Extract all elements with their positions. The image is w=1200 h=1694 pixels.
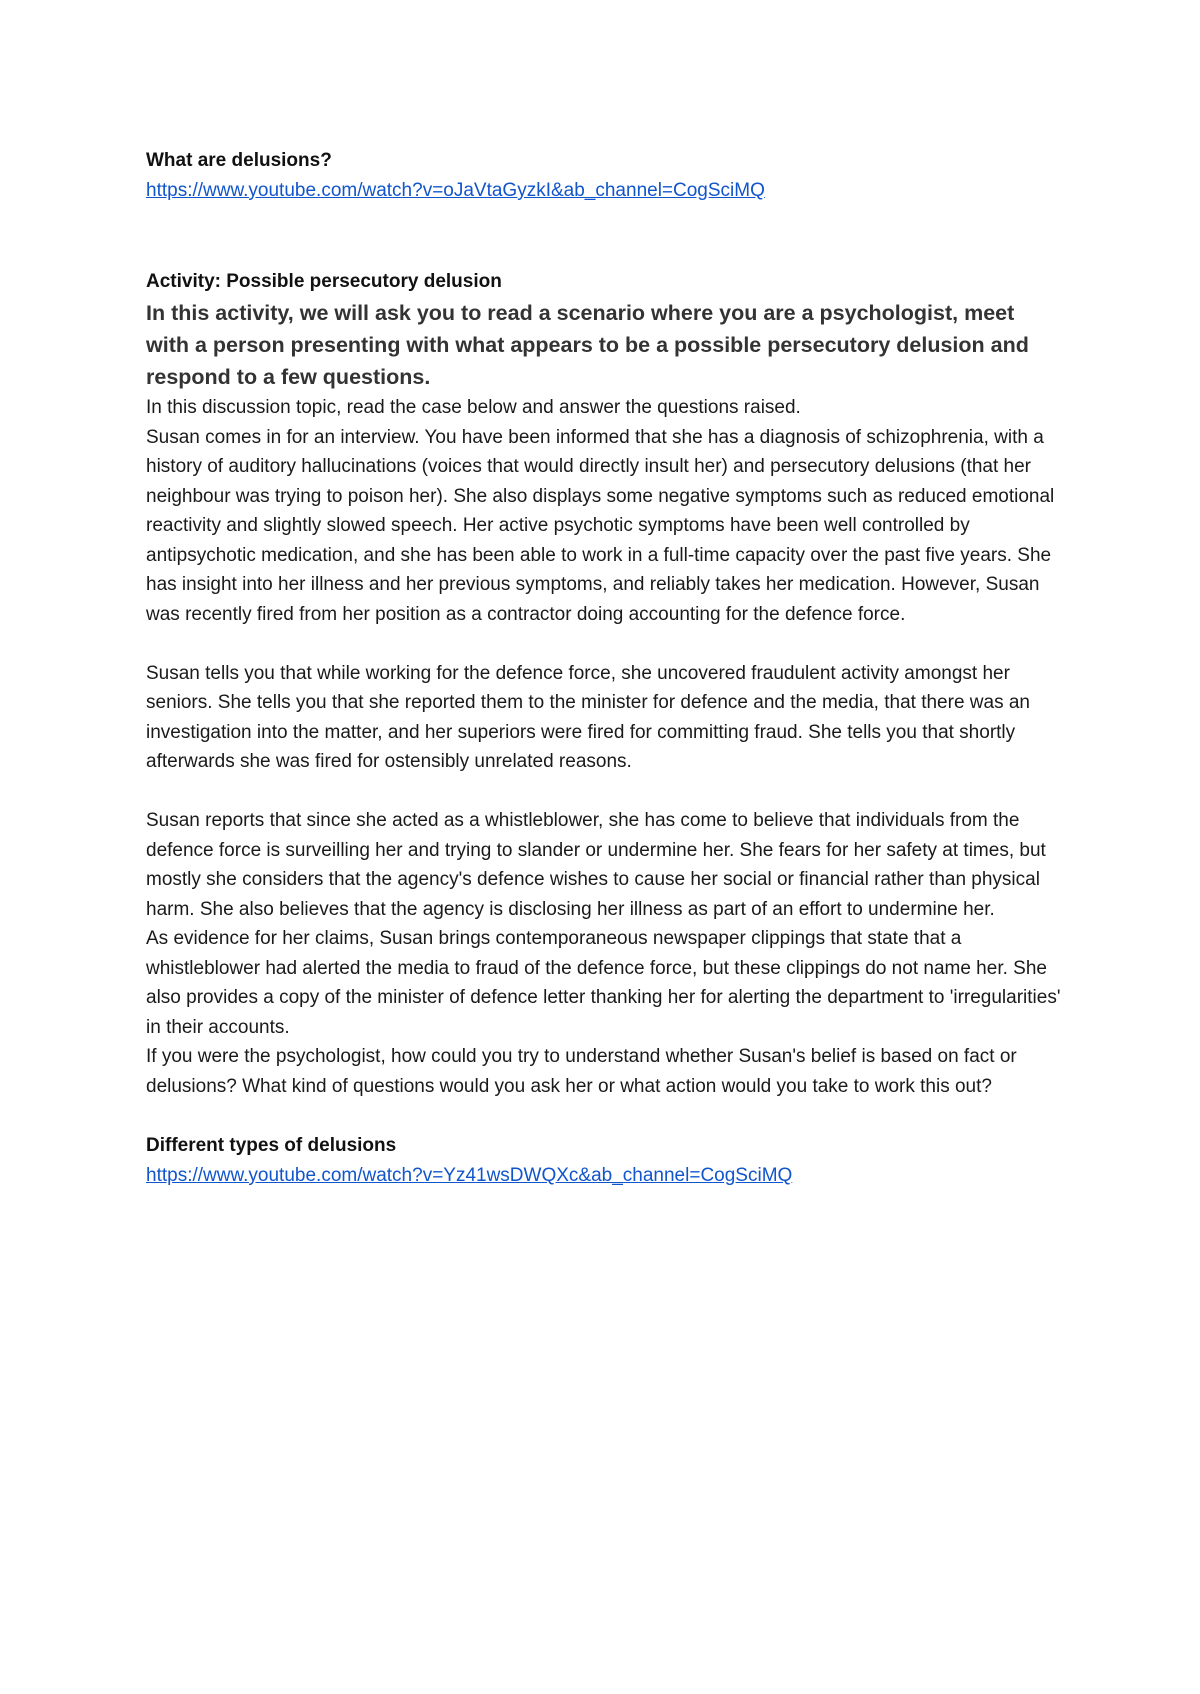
activity-intro: In this activity, we will ask you to read a scenario where you are a psychologist, meet with a person presenting with what appears to be a possible persecutory delusion and respond to a few questions. xyxy=(146,301,1029,389)
spacer xyxy=(146,1101,1066,1131)
spacer xyxy=(146,629,1066,659)
question-paragraph: If you were the psychologist, how could you try to understand whether Susan's belief is based on fact or delusions? What kind of questions would you ask her or what action would you take to work this out? xyxy=(146,1046,1017,1097)
case-paragraph-surveillance: Susan reports that since she acted as a whistleblower, she has come to believe that individuals from the defence force is surveilling her and trying to slander or undermine her. She fears for her safety at times, but mostly she considers that the agency's defence wishes to cause her social or financial rather than physical harm. She also believes that the agency is disclosing her illness as part of an effort to undermine her. xyxy=(146,810,1046,920)
section-heading-different-types: Different types of delusions xyxy=(146,1135,397,1156)
section-heading-what-are-delusions: What are delusions? xyxy=(146,150,332,171)
case-paragraph-fraud: Susan tells you that while working for the defence force, she uncovered fraudulent activity amongst her seniors. She tells you that she reported them to the minister for defence and the media, that there was an investigation into the matter, and her superiors were fired for committing fraud. She tells you that shortly afterwards she was fired for ostensibly unrelated reasons. xyxy=(146,662,1031,772)
case-paragraph-background: Susan comes in for an interview. You have been informed that she has a diagnosis of schizophrenia, with a history of auditory hallucinations (voices that would directly insult her) and persecutory delusions (that her neighbour was trying to poison her). She also displays some negative symptoms such as reduced emotional reactivity and slightly slowed speech. Her active psychotic symptoms have been well controlled by antipsychotic medication, and she has been able to work in a full-time capacity over the past five years. She has insight into her illness and her previous symptoms, and reliably takes her medication. However, Susan was recently fired from her position as a contractor doing accounting for the defence force. xyxy=(146,426,1055,625)
case-paragraph-evidence: As evidence for her claims, Susan brings contemporaneous newspaper clippings that state that a whistleblower had alerted the media to fraud of the defence force, but these clippings do not name her. She also provides a copy of the minister of defence letter thanking her for alerting the department to 'irregularities' in their accounts. xyxy=(146,928,1061,1038)
instruction-paragraph: In this discussion topic, read the case below and answer the questions raised. xyxy=(146,397,801,418)
youtube-link-what-are-delusions[interactable]: https://www.youtube.com/watch?v=oJaVtaGyzkI&ab_channel=CogSciMQ xyxy=(146,180,765,201)
spacer xyxy=(146,206,1066,267)
document-page xyxy=(146,146,1066,1191)
activity-heading: Activity: Possible persecutory delusion xyxy=(146,271,502,292)
spacer xyxy=(146,777,1066,807)
youtube-link-different-types[interactable]: https://www.youtube.com/watch?v=Yz41wsDWQXc&ab_channel=CogSciMQ xyxy=(146,1165,793,1186)
